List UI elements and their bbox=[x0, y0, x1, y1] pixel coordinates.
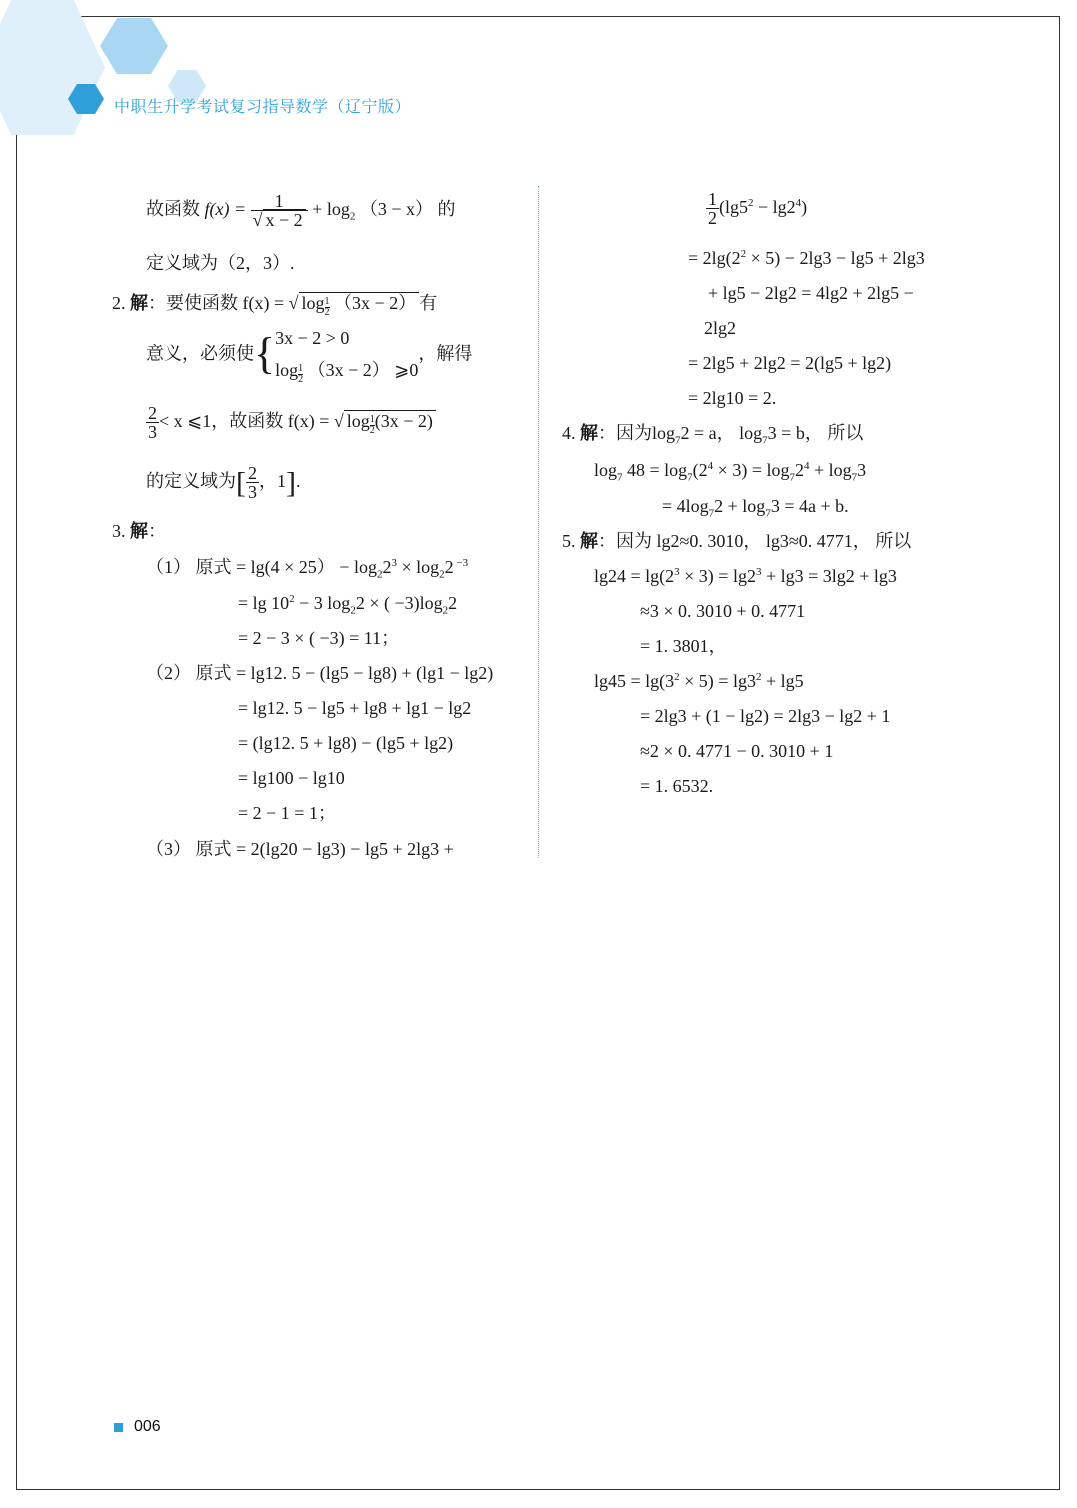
problem-2-line-4: 的定义域为[ $\frac{2}{3}$ ，1]. bbox=[146, 463, 301, 503]
problem-3-2-line-4: = lg100 − lg10 bbox=[238, 768, 345, 788]
problem-2-line-3: $\frac{2}{3}$ < x ⩽1，故函数 f(x) = √ log $\frac{1}{2}$ (3x − 2) bbox=[146, 404, 436, 441]
problem-3-2-line-5: = 2 − 1 = 1； bbox=[238, 803, 336, 823]
problem-5-line-3: ≈3 × 0. 3010 + 0. 4771 bbox=[640, 601, 806, 621]
right-line-2: = $2\lg(2^2 \times 5) - 2\lg 3 - \lg 5 + 2\lg 3$ bbox=[688, 248, 925, 268]
fraction: $\frac{1}{√ x - 2}$ bbox=[251, 192, 308, 229]
left-line-2: 定义域为（2，3）. bbox=[146, 253, 295, 273]
left-line-1: 故函数 f(x) = $\frac{1}{√ x - 2}$ + $\log_2 (3 - x)$ 的 bbox=[146, 191, 456, 231]
footer-square-icon bbox=[114, 1423, 123, 1432]
header-title: 中职生升学考试复习指导数学（辽宁版） bbox=[114, 97, 412, 116]
problem-3-1-line-2: = $\lg 10^2 - 3$ $\log_22$ × ( $-3)\log_22$ bbox=[238, 593, 458, 617]
problem-3-2-line-1: （2） 原式 = lg12. 5 − (lg5 − lg8) + (lg1 − lg2) bbox=[146, 663, 494, 683]
problem-2-line-1: 2. 解：要使函数 f(x) = √ log $\frac{1}{2}$ （3x − 2） 有 bbox=[112, 293, 438, 318]
problem-3-3-line-1: （3） 原式 = 2(lg20 − lg3) − lg5 + 2lg3 + bbox=[146, 839, 454, 859]
problem-4-line-3: = $4\log_72 + \log_73 = 4a + b$. bbox=[662, 496, 849, 520]
right-line-1: $\frac{1}{2}$ $(\lg 5^2 - \lg 2^4)$ bbox=[708, 189, 808, 229]
problem-3-heading: 3. 解： bbox=[112, 521, 166, 541]
right-line-5: = 2lg5 + 2lg2 = 2(lg5 + lg2) bbox=[688, 353, 892, 373]
page-number: 006 bbox=[134, 1418, 161, 1435]
problem-4-line-1: 4. 解：因为$\log_72 = a$， $\log_73 = b$， 所以 bbox=[562, 423, 864, 447]
problem-5-line-4: = 1. 3801， bbox=[640, 636, 727, 656]
column-divider bbox=[538, 186, 539, 858]
problem-5-line-6: = 2lg3 + (1 − lg2) = 2lg3 − lg2 + 1 bbox=[640, 706, 891, 726]
problem-5-line-2: $\lg 24 = \lg(2^3 \times 3) = \lg 2^3 + \lg 3 = 3\lg 2 + \lg 3$ bbox=[594, 566, 897, 586]
problem-5-line-1: 5. 解：因为 lg2≈0. 3010， lg3≈0. 4771， 所以 bbox=[562, 531, 912, 551]
problem-3-2-line-2: = lg12. 5 − lg5 + lg8 + lg1 − lg2 bbox=[238, 698, 472, 718]
problem-3-2-line-3: = (lg12. 5 + lg8) − (lg5 + lg2) bbox=[238, 733, 454, 753]
problem-4-line-2: $\log_7 48 = \log_7(2^4 \times 3) = \log_72^4 + \log_73$ bbox=[594, 460, 867, 484]
right-line-4: 2lg2 bbox=[704, 318, 737, 338]
problem-5-line-7: ≈2 × 0. 4771 − 0. 3010 + 1 bbox=[640, 741, 834, 761]
right-line-3: + lg5 − 2lg2 = 4lg2 + 2lg5 − bbox=[708, 283, 914, 303]
problem-5-line-8: = 1. 6532. bbox=[640, 776, 714, 796]
right-line-6: = 2lg10 = 2. bbox=[688, 388, 777, 408]
problem-3-1-line-1: （1） 原式 = $\lg(4 \times 25) - \log_22^3 \times \log_22$ $^{-3}$ bbox=[146, 557, 469, 581]
problem-5-line-5: $\lg 45 = \lg(3^2 \times 5) = \lg 3^2 + \lg 5$ bbox=[594, 671, 804, 691]
problem-3-1-line-3: = 2 − 3 × ( −3) = 11； bbox=[238, 628, 400, 648]
problem-2-line-2: 意义，必须使{3x − 2 > 0 log $\frac{1}{2}$ （3x − 2） ⩾0，解得 bbox=[146, 328, 473, 385]
